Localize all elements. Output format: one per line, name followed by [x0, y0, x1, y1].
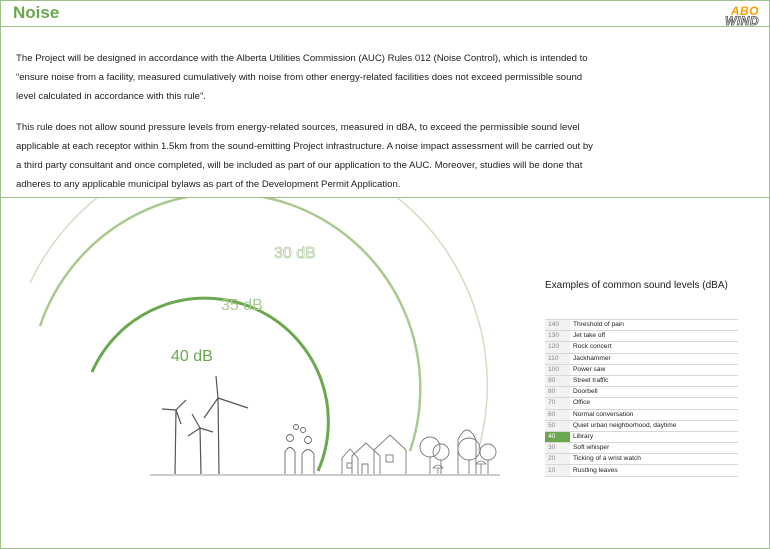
table-row	[545, 398, 738, 409]
table-row	[545, 331, 738, 342]
arc-label-40db: 40 dB	[171, 348, 213, 365]
sound-source: Jackhammer	[570, 353, 738, 364]
sound-source: Quiet urban neighborhood, daytime	[570, 420, 738, 431]
sound-source: Doorbell	[570, 387, 738, 398]
db-value: 80	[545, 387, 570, 398]
sound-source: Rock concert	[570, 342, 738, 353]
table-row	[545, 364, 738, 375]
db-value: 60	[545, 409, 570, 420]
table-row	[545, 443, 738, 454]
sound-source: Jet take off	[570, 331, 738, 342]
arc-label-30db: 30 dB	[274, 245, 316, 262]
sound-source: Threshold of pain	[570, 320, 738, 331]
arc-label-35db: 35 dB	[221, 297, 263, 314]
logo-text-abo: ABO	[730, 4, 759, 18]
table-row	[545, 342, 738, 353]
houses-icon	[342, 435, 406, 474]
abo-wind-logo	[715, 4, 761, 26]
table-row	[545, 465, 738, 476]
arc-40db	[92, 298, 328, 471]
page-title: Noise	[13, 3, 60, 22]
table-row	[545, 375, 738, 386]
db-value: 30	[545, 443, 570, 454]
wind-turbine-icon	[188, 414, 213, 474]
table-row-highlighted	[545, 431, 738, 442]
intro-paragraph: The Project will be designed in accordance with the Alberta Utilities Commission (AUC) Rules 012 (Noise Control), which is intended to “ensure noise from a facility, measured cumulatively with noise from other energy-related facilities does not exceed permissible sound level calculated in accordance with this rule”.	[16, 53, 588, 102]
db-value: 140	[545, 320, 570, 331]
db-value: 20	[545, 454, 570, 465]
db-value: 40	[545, 431, 570, 442]
sound-source: Street traffic	[570, 375, 738, 386]
wind-turbine-icon	[204, 376, 248, 474]
db-value: 110	[545, 353, 570, 364]
db-value: 130	[545, 331, 570, 342]
people-icon	[285, 425, 314, 475]
db-value: 70	[545, 398, 570, 409]
sound-source: Power saw	[570, 364, 738, 375]
table-row	[545, 320, 738, 331]
db-value: 10	[545, 465, 570, 476]
rule-paragraph: This rule does not allow sound pressure levels from energy-related sources, measured in dBA, to exceed the permissible sound level applicable at each receptor within 1.5km from the sound-emitting Project infrastructure. A noise impact assessment will be carried out by a third party consultant and once completed, will be included as part of our application to the AUC. Moreover, studies will be done that adheres to any applicable municipal bylaws as part of the Development Permit Application.	[16, 122, 593, 190]
table-row	[545, 409, 738, 420]
table-row	[545, 420, 738, 431]
table-row	[545, 353, 738, 364]
logo-text-wind: WIND	[725, 14, 759, 28]
noise-arcs-illustration	[0, 198, 540, 498]
header-bar	[0, 0, 770, 27]
db-value: 50	[545, 420, 570, 431]
sound-table-title: Examples of common sound levels (dBA)	[545, 280, 728, 291]
trees-icon	[420, 430, 496, 474]
arc-35db	[40, 198, 420, 451]
db-value: 120	[545, 342, 570, 353]
table-row	[545, 387, 738, 398]
db-value: 90	[545, 375, 570, 386]
sound-levels-table	[545, 319, 738, 477]
sound-source: Office	[570, 398, 738, 409]
db-value: 100	[545, 364, 570, 375]
sound-source: Soft whisper	[570, 443, 738, 454]
sound-source: Ticking of a wrist watch	[570, 454, 738, 465]
sound-source: Rustling leaves	[570, 465, 738, 476]
sound-source: Library	[570, 431, 738, 442]
wind-turbine-icon	[162, 400, 186, 474]
table-row	[545, 454, 738, 465]
sound-source: Normal conversation	[570, 409, 738, 420]
